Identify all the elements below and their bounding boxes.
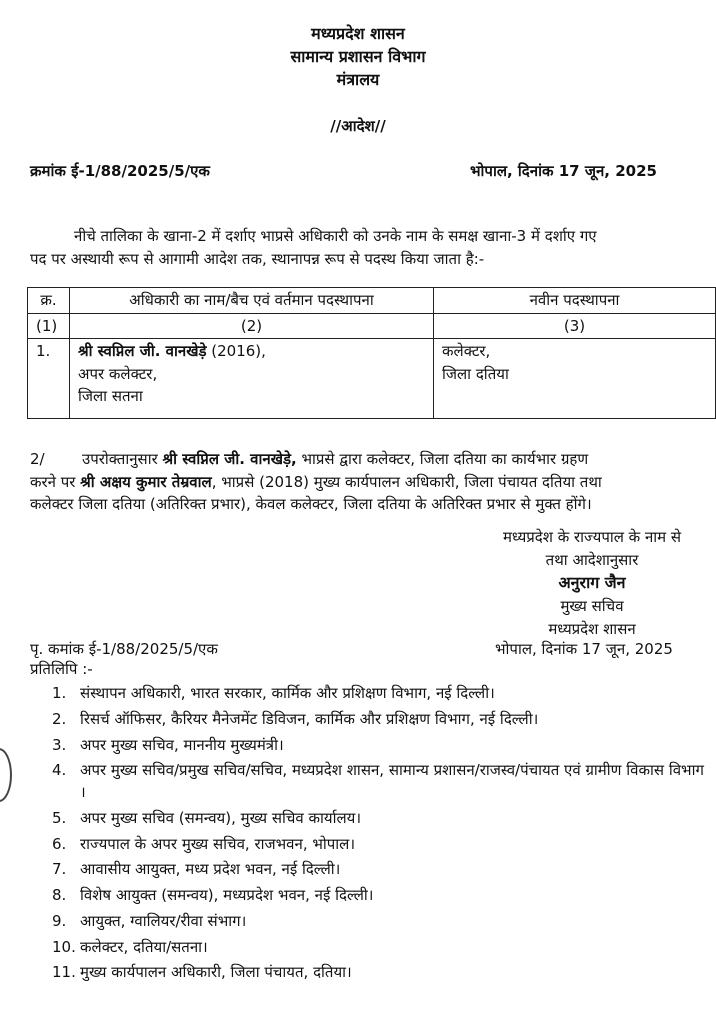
para2-officer-2: श्री अक्षय कुमार तेम्रवाल bbox=[80, 472, 212, 491]
list-item bbox=[32, 859, 712, 881]
endorsement-number: पृ. कमांक ई-1/88/2025/5/एक bbox=[30, 640, 218, 658]
list-item-number: 6. bbox=[52, 834, 67, 853]
header-government: मध्यप्रदेश शासन bbox=[311, 24, 405, 43]
list-item-text: अपर मुख्य सचिव, माननीय मुख्यमंत्री। bbox=[80, 735, 284, 754]
row-serial: 1. bbox=[28, 339, 70, 419]
signature-line-1: मध्यप्रदेश के राज्यपाल के नाम से bbox=[502, 528, 682, 546]
list-item bbox=[32, 760, 712, 804]
signatory-title: मुख्य सचिव bbox=[560, 597, 624, 615]
officer-current-district: जिला सतना bbox=[78, 387, 143, 405]
intro-paragraph bbox=[30, 225, 712, 270]
signature-block bbox=[468, 526, 716, 640]
new-district: जिला दतिया bbox=[442, 364, 509, 383]
header-department: सामान्य प्रशासन विभाग bbox=[290, 47, 426, 66]
list-item-text: आवासीय आयुक्त, मध्य प्रदेश भवन, नई दिल्ली। bbox=[80, 860, 341, 879]
row-officer-cell bbox=[70, 339, 434, 419]
list-item-number: 11. bbox=[52, 963, 76, 982]
list-item-text: राज्यपाल के अपर मुख्य सचिव, राजभवन, भोपाल। bbox=[80, 834, 356, 853]
para2-number: 2/ bbox=[30, 450, 45, 468]
new-post: कलेक्टर, bbox=[442, 342, 491, 360]
colnum-3: (3) bbox=[434, 313, 716, 339]
colnum-1: (1) bbox=[28, 313, 70, 339]
para2-text-f: , भाप्रसे (2018) मुख्य कार्यपालन अधिकारी, जिला पंचायत दतिया तथा bbox=[211, 472, 602, 491]
list-item bbox=[32, 834, 712, 856]
intro-line-1: नीचे तालिका के खाना-2 में दर्शाए भाप्रसे अधिकारी को उनके नाम के समक्ष खाना-3 में दर्शाए गए bbox=[74, 227, 597, 245]
order-title: //आदेश// bbox=[330, 117, 386, 135]
list-item-text: कलेक्टर, दतिया/सतना। bbox=[80, 937, 208, 956]
order-number: क्रमांक ई-1/88/2025/5/एक bbox=[30, 162, 210, 180]
copy-to-label: प्रतिलिपि :- bbox=[30, 660, 93, 678]
header-officer: अधिकारी का नाम/बैच एवं वर्तमान पदस्थापना bbox=[70, 288, 434, 314]
list-item-number: 7. bbox=[52, 860, 67, 879]
list-item-number: 3. bbox=[52, 735, 67, 754]
list-item-text: आयुक्त, ग्वालियर/रीवा संभाग। bbox=[80, 911, 247, 930]
para2-text-a: उपरोक्तानुसार bbox=[82, 450, 163, 468]
signatory-org: मध्यप्रदेश शासन bbox=[548, 619, 636, 638]
header-ministry: मंत्रालय bbox=[336, 70, 380, 89]
list-item-text: मुख्य कार्यपालन अधिकारी, जिला पंचायत, दतिया। bbox=[80, 963, 352, 982]
list-item-text: विशेष आयुक्त (समन्वय), मध्यप्रदेश भवन, नई दिल्ली। bbox=[80, 886, 374, 904]
list-item bbox=[32, 885, 712, 907]
list-item bbox=[32, 808, 712, 830]
officer-current-post: अपर कलेक्टर, bbox=[78, 364, 158, 383]
para2-line-3: कलेक्टर जिला दतिया (अतिरिक्त प्रभार), केवल कलेक्टर, जिला दतिया के अतिरिक्त प्रभार से मुक्त होंगे। bbox=[30, 495, 592, 513]
table-colnum-row bbox=[28, 313, 716, 339]
table-row bbox=[28, 339, 716, 419]
list-item-number: 5. bbox=[52, 808, 67, 827]
signature-line-2: तथा आदेशानुसार bbox=[545, 550, 639, 569]
header-new-posting: नवीन पदस्थापना bbox=[434, 288, 716, 314]
list-item-number: 10. bbox=[52, 937, 76, 956]
list-item-text: रिसर्च ऑफिसर, कैरियर मैनेजमेंट डिविजन, कार्मिक और प्रशिक्षण विभाग, नई दिल्ली। bbox=[80, 709, 539, 728]
page-edge-mark bbox=[0, 748, 12, 802]
list-item-number: 2. bbox=[52, 709, 67, 728]
officer-name: श्री स्वप्निल जी. वानखेड़े bbox=[78, 342, 207, 360]
list-item-number: 8. bbox=[52, 886, 67, 904]
para2-line-2 bbox=[30, 471, 712, 494]
header-serial: क्र. bbox=[28, 288, 70, 314]
signatory-name: अनुराग जैन bbox=[558, 573, 626, 592]
list-item bbox=[32, 709, 712, 731]
colnum-2: (2) bbox=[70, 313, 434, 339]
para2-text-c: भाप्रसे द्वारा कलेक्टर, जिला दतिया का कार्यभार ग्रहण bbox=[296, 450, 589, 468]
endorsement-place-date: भोपाल, दिनांक 17 जून, 2025 bbox=[495, 640, 673, 658]
list-item-number: 4. bbox=[52, 761, 67, 780]
para2-officer-1: श्री स्वप्निल जी. वानखेड़े, bbox=[162, 450, 297, 468]
list-item-number: 1. bbox=[52, 684, 67, 702]
table-header-row bbox=[28, 288, 716, 314]
paragraph-2 bbox=[30, 448, 712, 516]
list-item-text: अपर मुख्य सचिव/प्रमुख सचिव/सचिव, मध्यप्रदेश शासन, सामान्य प्रशासन/राजस्व/पंचायत एवं ग्रामीण विकास विभाग । bbox=[80, 761, 704, 801]
list-item bbox=[32, 911, 712, 933]
list-item-text: अपर मुख्य सचिव (समन्वय), मुख्य सचिव कार्यालय। bbox=[80, 808, 362, 827]
posting-table bbox=[27, 287, 716, 419]
list-item bbox=[32, 962, 712, 984]
officer-batch: (2016), bbox=[206, 342, 266, 360]
list-item bbox=[32, 683, 712, 705]
row-new-posting-cell bbox=[434, 339, 716, 419]
intro-line-2: पद पर अस्थायी रूप से आगामी आदेश तक, स्थानापन्न रूप से पदस्थ किया जाता है:- bbox=[30, 249, 485, 268]
list-item bbox=[32, 937, 712, 959]
para2-text-d: करने पर bbox=[30, 472, 81, 491]
list-item bbox=[32, 735, 712, 757]
order-place-date: भोपाल, दिनांक 17 जून, 2025 bbox=[470, 162, 657, 180]
para2-line-1 bbox=[30, 448, 712, 471]
copy-list bbox=[32, 683, 712, 988]
list-item-text: संस्थापन अधिकारी, भारत सरकार, कार्मिक और प्रशिक्षण विभाग, नई दिल्ली। bbox=[80, 684, 495, 702]
list-item-number: 9. bbox=[52, 911, 67, 930]
